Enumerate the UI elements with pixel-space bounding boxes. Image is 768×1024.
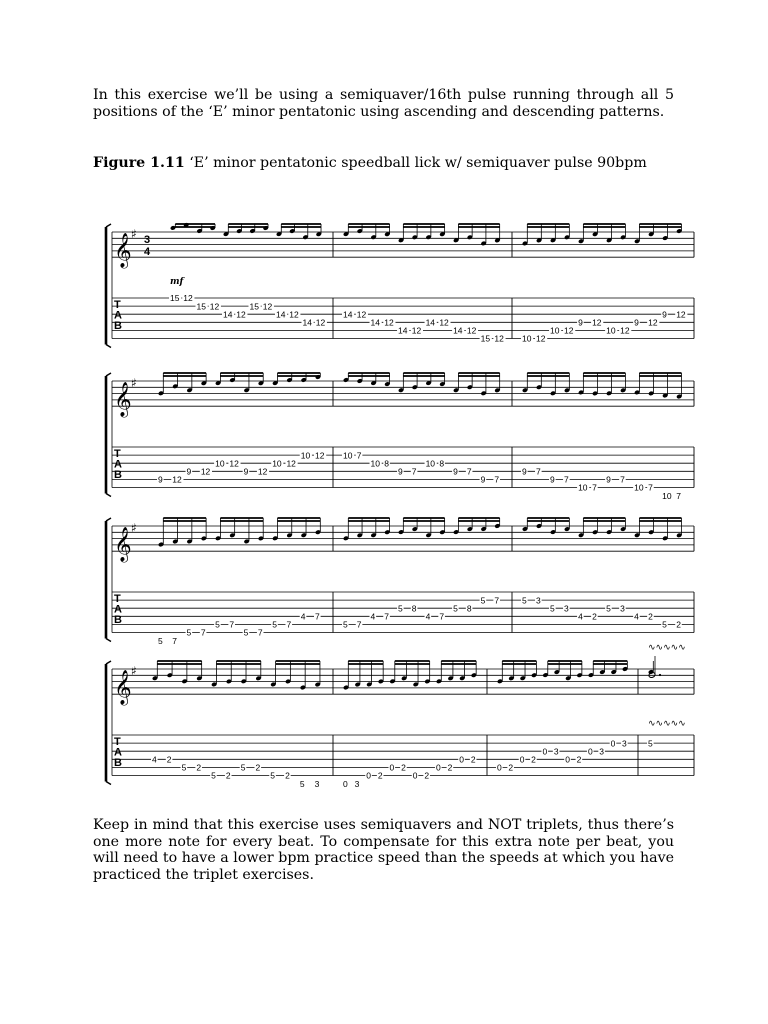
fret-number: 9 — [480, 474, 486, 485]
fret-number: 7 — [257, 627, 263, 638]
fret-number: 10 — [370, 458, 380, 469]
intro-text: In this exercise we’ll be using a semiquaver/16th pulse running through all 5 positions of the ‘E’ minor pentatonic using ascending and descending patterns. — [93, 87, 674, 120]
figure-caption-text: ‘E’ minor pentatonic speedball lick w/ semiquaver pulse 90bpm — [184, 155, 647, 171]
fret-number: 2 — [447, 762, 453, 773]
fret-number: 15 — [196, 301, 206, 312]
outro-text: Keep in mind that this exercise uses semiquavers and NOT triplets, thus there’s one more note for every beat. To compensate for this extra note per beat, you will need to have a lower bpm practice speed than the speeds at which you have practiced the triplet exercises. — [93, 817, 674, 883]
fret-number: 3 — [536, 595, 541, 606]
dynamic-marking: mf — [170, 277, 184, 287]
fret-number: 12 — [592, 317, 602, 328]
fret-number: 14 — [302, 317, 312, 328]
fret-number: 0 — [610, 738, 616, 749]
fret-number: 3 — [354, 778, 360, 789]
fret-number: 4 — [425, 611, 431, 622]
fret-number: 10 — [662, 490, 672, 501]
fret-number: 2 — [401, 762, 406, 773]
bracket-hook — [106, 782, 111, 785]
fret-number: 7 — [620, 474, 625, 485]
fret-number: 2 — [592, 611, 597, 622]
fret-number: 5 — [181, 762, 187, 773]
fret-number: 9 — [606, 474, 611, 485]
bracket-hook — [106, 373, 111, 376]
system-2 — [106, 373, 694, 501]
fret-number: 12 — [286, 458, 296, 469]
bracket-hook — [106, 224, 111, 227]
fret-number: 12 — [209, 301, 220, 312]
sharp-icon: ♯ — [131, 521, 137, 535]
fret-number: 2 — [531, 754, 536, 765]
fret-number: 5 — [299, 778, 305, 789]
fret-number: 7 — [384, 611, 390, 622]
fret-number: 2 — [508, 762, 514, 773]
fret-number: 2 — [285, 770, 290, 781]
fret-number: 7 — [494, 595, 500, 606]
figure-label: Figure 1.11 — [93, 155, 185, 171]
tab-letter: A — [114, 309, 122, 322]
fret-number: 9 — [398, 466, 403, 477]
fret-number: 12 — [384, 317, 394, 328]
fret-number: 4 — [152, 754, 157, 765]
tab-letter: A — [114, 603, 122, 616]
fret-number: 12 — [315, 450, 325, 461]
treble-clef-icon: 𝄞 — [114, 527, 132, 563]
fret-number: 3 — [314, 778, 320, 789]
sharp-icon: ♯ — [131, 376, 137, 390]
fret-number: 10 — [522, 333, 532, 344]
fret-number: 0 — [389, 762, 395, 773]
fret-number: 7 — [356, 450, 362, 461]
fret-number: 8 — [384, 458, 390, 469]
fret-number: 2 — [676, 619, 681, 630]
fret-number: 12 — [620, 325, 630, 336]
fret-number: 5 — [522, 595, 527, 606]
fret-number: 14 — [425, 317, 436, 328]
fret-number: 12 — [676, 309, 686, 320]
fret-number: 15 — [170, 293, 180, 304]
fret-number: 7 — [466, 466, 472, 477]
fret-number: 9 — [578, 317, 583, 328]
fret-number: 10 — [343, 450, 353, 461]
fret-number: 9 — [634, 317, 639, 328]
fret-number: 15 — [249, 301, 259, 312]
tab-letter: T — [114, 736, 121, 748]
bracket-hook — [106, 494, 111, 497]
tab-letter: B — [114, 614, 122, 626]
fret-number: 12 — [494, 333, 504, 344]
fret-number: 7 — [648, 482, 653, 493]
bracket-hook — [106, 345, 111, 348]
fret-number: 10 — [606, 325, 616, 336]
fret-number: 12 — [564, 325, 574, 336]
fret-number: 9 — [522, 466, 527, 477]
fret-number: 10 — [215, 458, 225, 469]
fret-number: 5 — [398, 603, 403, 614]
bracket-hook — [106, 639, 111, 642]
system-1 — [106, 222, 694, 347]
fret-number: 3 — [620, 603, 625, 614]
fret-number: 0 — [519, 754, 525, 765]
fret-number: 0 — [412, 770, 418, 781]
tab-letter: B — [114, 320, 122, 332]
fret-number: 2 — [470, 754, 476, 765]
fret-number: 12 — [200, 466, 211, 477]
fret-number: 7 — [200, 627, 206, 638]
fret-number: 2 — [196, 762, 202, 773]
fret-number: 12 — [172, 474, 182, 485]
fret-number: 0 — [366, 770, 371, 781]
fret-number: 14 — [398, 325, 408, 336]
fret-number: 4 — [634, 611, 639, 622]
fret-number: 12 — [229, 458, 239, 469]
tab-letter: A — [114, 458, 122, 471]
fret-number: 7 — [286, 619, 292, 630]
fret-number: 3 — [553, 746, 559, 757]
fret-number: 0 — [542, 746, 548, 757]
fret-number: 7 — [411, 466, 417, 477]
fret-number: 12 — [262, 301, 273, 312]
fret-number: 5 — [648, 738, 653, 749]
vibrato-icon: ∿∿∿∿∿ — [648, 643, 686, 653]
time-sig-bottom: 4 — [144, 246, 151, 258]
fret-number: 5 — [270, 770, 276, 781]
fret-number: 9 — [243, 466, 249, 477]
time-sig-top: 3 — [144, 234, 151, 246]
outro-paragraph — [93, 817, 674, 883]
fret-number: 4 — [300, 611, 306, 622]
fret-number: 12 — [236, 309, 246, 320]
fret-number: 10 — [300, 450, 311, 461]
fret-number: 15 — [480, 333, 491, 344]
sharp-icon: ♯ — [131, 227, 137, 241]
fret-number: 10 — [272, 458, 282, 469]
vibrato-icon: ∿∿∿∿∿ — [648, 719, 686, 729]
sharp-icon: ♯ — [131, 664, 137, 678]
fret-number: 2 — [648, 611, 653, 622]
fret-number: 3 — [564, 603, 569, 614]
system-4 — [106, 643, 694, 789]
fret-number: 5 — [343, 619, 348, 630]
fret-number: 3 — [599, 746, 605, 757]
fret-number: 0 — [587, 746, 593, 757]
fret-number: 10 — [550, 325, 560, 336]
fret-number: 9 — [186, 466, 192, 477]
fret-number: 12 — [439, 317, 449, 328]
fret-number: 14 — [343, 309, 353, 320]
fret-number: 7 — [592, 482, 597, 493]
treble-clef-icon: 𝄞 — [114, 382, 132, 418]
fret-number: 2 — [225, 770, 231, 781]
fret-number: 12 — [536, 333, 546, 344]
fret-number: 0 — [343, 778, 348, 789]
tab-letter: B — [114, 469, 122, 481]
fret-number: 12 — [257, 466, 268, 477]
fret-number: 7 — [564, 474, 569, 485]
treble-clef-icon: 𝄞 — [114, 233, 132, 269]
fret-number: 0 — [497, 762, 502, 773]
fret-number: 12 — [289, 309, 299, 320]
fret-number: 5 — [211, 770, 216, 781]
fret-number: 2 — [424, 770, 430, 781]
fret-number: 10 — [634, 482, 644, 493]
tab-letter: T — [114, 448, 121, 460]
fret-number: 8 — [411, 603, 417, 614]
fret-number: 14 — [275, 309, 286, 320]
fret-number: 9 — [158, 474, 163, 485]
fret-number: 7 — [676, 490, 681, 501]
fret-number: 9 — [550, 474, 555, 485]
fret-number: 3 — [622, 738, 627, 749]
bracket-hook — [106, 661, 111, 664]
fret-number: 5 — [158, 635, 163, 646]
fret-number: 12 — [648, 317, 658, 328]
treble-clef-icon: 𝄞 — [114, 670, 132, 706]
fret-number: 4 — [578, 611, 583, 622]
fret-number: 7 — [229, 619, 235, 630]
tab-letter: T — [114, 593, 121, 605]
fret-number: 14 — [370, 317, 380, 328]
system-3 — [106, 518, 694, 646]
fret-number: 5 — [243, 627, 249, 638]
fret-number: 5 — [453, 603, 458, 614]
fret-number: 10 — [425, 458, 436, 469]
fret-number: 9 — [453, 466, 458, 477]
fret-number: 5 — [240, 762, 246, 773]
fret-number: 5 — [550, 603, 555, 614]
fret-number: 12 — [183, 293, 193, 304]
fret-number: 4 — [370, 611, 376, 622]
fret-number: 7 — [315, 611, 320, 622]
fret-number: 5 — [606, 603, 611, 614]
dot — [659, 674, 661, 676]
fret-number: 12 — [315, 317, 326, 328]
fret-number: 14 — [453, 325, 463, 336]
fret-number: 2 — [576, 754, 582, 765]
fret-number: 8 — [439, 458, 445, 469]
fret-number: 9 — [662, 309, 667, 320]
tab-letter: T — [114, 299, 121, 311]
fret-number: 5 — [272, 619, 277, 630]
fret-number: 7 — [439, 611, 445, 622]
fret-number: 7 — [536, 466, 541, 477]
fret-number: 0 — [435, 762, 441, 773]
bracket-hook — [106, 518, 111, 521]
tab-letter: B — [114, 757, 122, 769]
fret-number: 12 — [411, 325, 422, 336]
fret-number: 2 — [166, 754, 172, 765]
tab-letter: A — [114, 746, 122, 759]
fret-number: 12 — [466, 325, 477, 336]
fret-number: 2 — [377, 770, 383, 781]
fret-number: 0 — [459, 754, 464, 765]
fret-number: 7 — [494, 474, 500, 485]
fret-number: 5 — [186, 627, 192, 638]
fret-number: 7 — [356, 619, 362, 630]
fret-number: 12 — [356, 309, 367, 320]
fret-number: 10 — [578, 482, 588, 493]
fret-number: 8 — [466, 603, 472, 614]
fret-number: 5 — [662, 619, 667, 630]
fret-number: 0 — [565, 754, 570, 765]
fret-number: 2 — [255, 762, 261, 773]
fret-number: 14 — [222, 309, 233, 320]
fret-number: 7 — [172, 635, 178, 646]
fret-number: 5 — [480, 595, 486, 606]
fret-number: 5 — [215, 619, 220, 630]
